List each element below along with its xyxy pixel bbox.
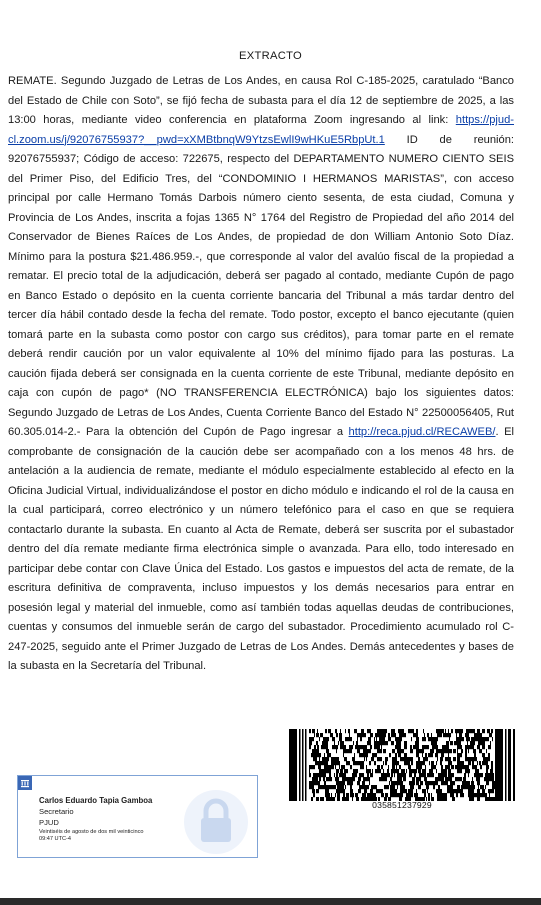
- signer-organization: PJUD: [39, 818, 59, 827]
- body-paragraph-part-2: ID de reunión: 92076755937; Código de acceso: 722675, respecto del DEPARTAMENTO NUMERO CIENTO SEIS del Primer Piso, del Edificio Tres, del “CONDOMINIO I HERMANOS MARISTAS”, con acceso principal por calle Hermano Tomás Darbois número ciento sesenta, de esta ciudad, Comuna y Provincia de Los Andes, inscrita a fojas 1365 N° 1764 del Registro de Propiedad del año 2014 del Conservador de Bienes Raíces de Los Andes, de propiedad de don William Antonio Soto Díaz. Mínimo para la postura $21.486.959.-, que corresponde al valor del avalúo fiscal de la propiedad a rematar. El precio total de la adjudicación, deberá ser pagado al contado, mediante Cupón de pago en Banco Estado o depósito en la cuenta corriente bancaria del Tribunal a más tardar dentro del tercer día hábil contado desde la fecha del remate. Todo postor, excepto el banco ejecutante (quien tomará parte en la subasta como postor con cargo sus créditos), para tomar parte en el remate deberá rendir caución por un valor equivalente al 10% del mínimo fijado para las posturas. La caución fijada deberá ser consignada en la cuenta corriente de este Tribunal, mediante depósito en caja con cupón de pago* (NO TRANSFERENCIA ELECTRÓNICA) bajo los siguientes datos: Segundo Juzgado de Letras de Los Andes, Cuenta Corriente Banco del Estado N° 22500056405, Rut 60.305.014-2.- Para la obtención del Cupón de Pago ingresar a: [8, 133, 515, 439]
- signature-timestamp: [39, 829, 143, 843]
- document-body: [8, 72, 514, 677]
- signature-date: Veintiséis de agosto de dos mil veinticinco: [39, 829, 144, 835]
- barcode-block: [289, 729, 515, 810]
- top-bar: [0, 0, 541, 26]
- zoom-link[interactable]: https://pjud-cl.zoom.us/j/92076755937?__pwd=xXMBtbnqW9YtzsEwlI9wHKuE5RbpUt.1: [8, 114, 514, 146]
- electronic-signature-box: [17, 775, 258, 858]
- barcode-number: 035851237929: [372, 800, 432, 810]
- signer-name: Carlos Eduardo Tapia Gamboa: [39, 796, 153, 805]
- reca-link[interactable]: http://reca.pjud.cl/RECAWEB/: [348, 426, 496, 439]
- document-title: EXTRACTO: [238, 50, 303, 62]
- bottom-bar: [0, 898, 541, 905]
- barcode-image: [289, 729, 515, 801]
- signature-seal-icon: [18, 776, 32, 790]
- signer-role: Secretario: [39, 807, 74, 816]
- body-paragraph-part-1: REMATE. Segundo Juzgado de Letras de Los Andes, en causa Rol C-185-2025, caratulado “Banco del Estado de Chile con Soto”, se fijó fecha de subasta para el día 12 de septiembre de 2025, a las 13:00 horas, mediante video conferencia en plataforma Zoom ingresando al link:: [8, 75, 514, 127]
- body-paragraph-part-3: . El comprobante de consignación de la caución debe ser acompañado con a los menos 48 hrs. de antelación a la audiencia de remate, mediante el módulo especialmente establecido al efecto en la Oficina Judicial Virtual, individualizándose el postor en dicho módulo e indicando el rol de la causa en la cual participará, correo electrónico y un número telefónico para el caso en que se requiera contactarlo durante la subasta. En cuanto al Acta de Remate, deberá ser suscrita por el subastador dentro del día remate mediante firma electrónica simple o avanzada. Para ello, todo interesado en participar debe contar con Clave Única del Estado. Los gastos e impuestos del acta de remate, de la escritura definitiva de compraventa, incluso impuestos y los demás necesarios para entrar en posesión legal y material del inmueble, como así también todas aquellas deudas de contribuciones, cuentas y consumos del inmueble serán de cargo del subastador. Procedimiento acumulado rol C-247-2025, seguido ante el Primer Juzgado de Letras de Los Andes. Demás antecedentes y bases de la subasta en la Secretaría del Tribunal.: [8, 426, 514, 673]
- signature-time: 09:47 UTC-4: [39, 836, 72, 842]
- lock-icon: [182, 788, 250, 856]
